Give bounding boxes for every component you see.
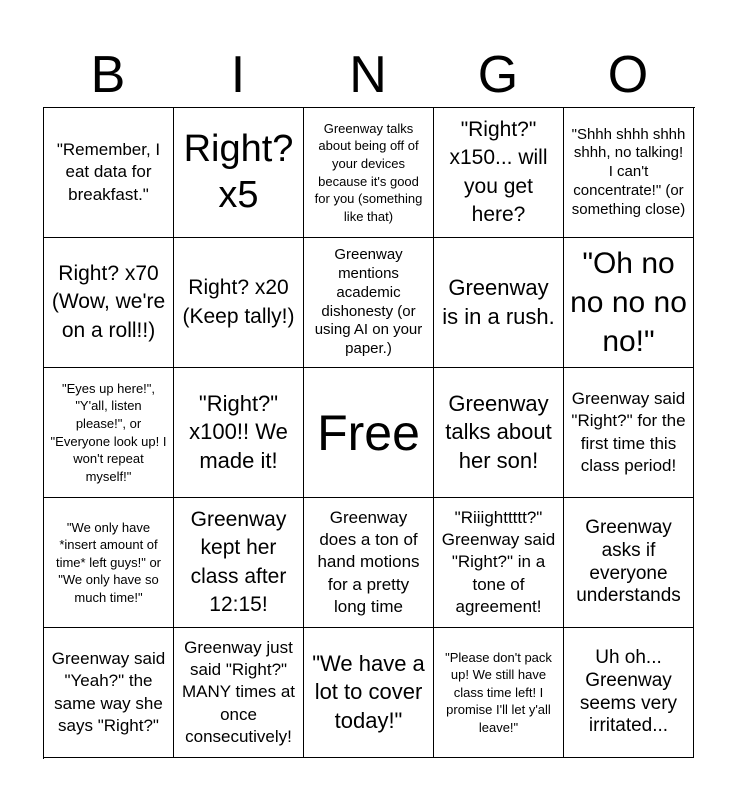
header-letter-n: N — [349, 46, 387, 104]
bingo-cell[interactable]: "Riiighttttt?" Greenway said "Right?" in a tone of agreement! — [434, 498, 564, 628]
bingo-cell[interactable]: Greenway does a ton of hand motions for a pretty long time — [304, 498, 434, 628]
bingo-cell[interactable]: Greenway kept her class after 12:15! — [174, 498, 304, 628]
bingo-cell[interactable]: Right? x20 (Keep tally!) — [174, 238, 304, 368]
bingo-cell[interactable]: "Right?" x100!! We made it! — [174, 368, 304, 498]
bingo-cell[interactable]: Greenway said "Yeah?" the same way she says "Right?" — [44, 628, 174, 758]
bingo-cell[interactable]: Greenway talks about her son! — [434, 368, 564, 498]
header-letter-o: O — [607, 46, 649, 104]
bingo-cell[interactable]: Greenway asks if everyone understands — [564, 498, 694, 628]
header-letter-i: I — [230, 46, 246, 104]
bingo-cell[interactable]: "Please don't pack up! We still have class time left! I promise I'll let y'all leave!" — [434, 628, 564, 758]
bingo-cell[interactable]: Right? x70 (Wow, we're on a roll!!) — [44, 238, 174, 368]
bingo-cell[interactable]: Right? x5 — [174, 108, 304, 238]
bingo-cell[interactable]: Uh oh... Greenway seems very irritated... — [564, 628, 694, 758]
bingo-cell[interactable]: "We only have *insert amount of time* left guys!" or "We only have so much time!" — [44, 498, 174, 628]
bingo-cell[interactable]: "We have a lot to cover today!" — [304, 628, 434, 758]
bingo-cell[interactable]: Greenway just said "Right?" MANY times at once consecutively! — [174, 628, 304, 758]
bingo-cell[interactable]: "Shhh shhh shhh shhh, no talking! I can't concentrate!" (or something close) — [564, 108, 694, 238]
bingo-board — [43, 107, 695, 759]
header-letter-b: B — [90, 46, 126, 104]
bingo-cell[interactable]: Greenway talks about being off of your devices because it's good for you (something like that) — [304, 108, 434, 238]
bingo-header — [43, 44, 693, 106]
bingo-cell[interactable]: Greenway is in a rush. — [434, 238, 564, 368]
bingo-cell-free[interactable]: Free — [304, 368, 434, 498]
bingo-cell[interactable]: "Right?" x150... will you get here? — [434, 108, 564, 238]
bingo-cell[interactable]: "Remember, I eat data for breakfast." — [44, 108, 174, 238]
bingo-cell[interactable]: "Eyes up here!", "Y'all, listen please!", or "Everyone look up! I won't repeat myself!" — [44, 368, 174, 498]
bingo-cell[interactable]: Greenway mentions academic dishonesty (or using AI on your paper.) — [304, 238, 434, 368]
header-letter-g: G — [477, 46, 519, 104]
bingo-cell[interactable]: "Oh no no no no no!" — [564, 238, 694, 368]
bingo-cell[interactable]: Greenway said "Right?" for the first time this class period! — [564, 368, 694, 498]
